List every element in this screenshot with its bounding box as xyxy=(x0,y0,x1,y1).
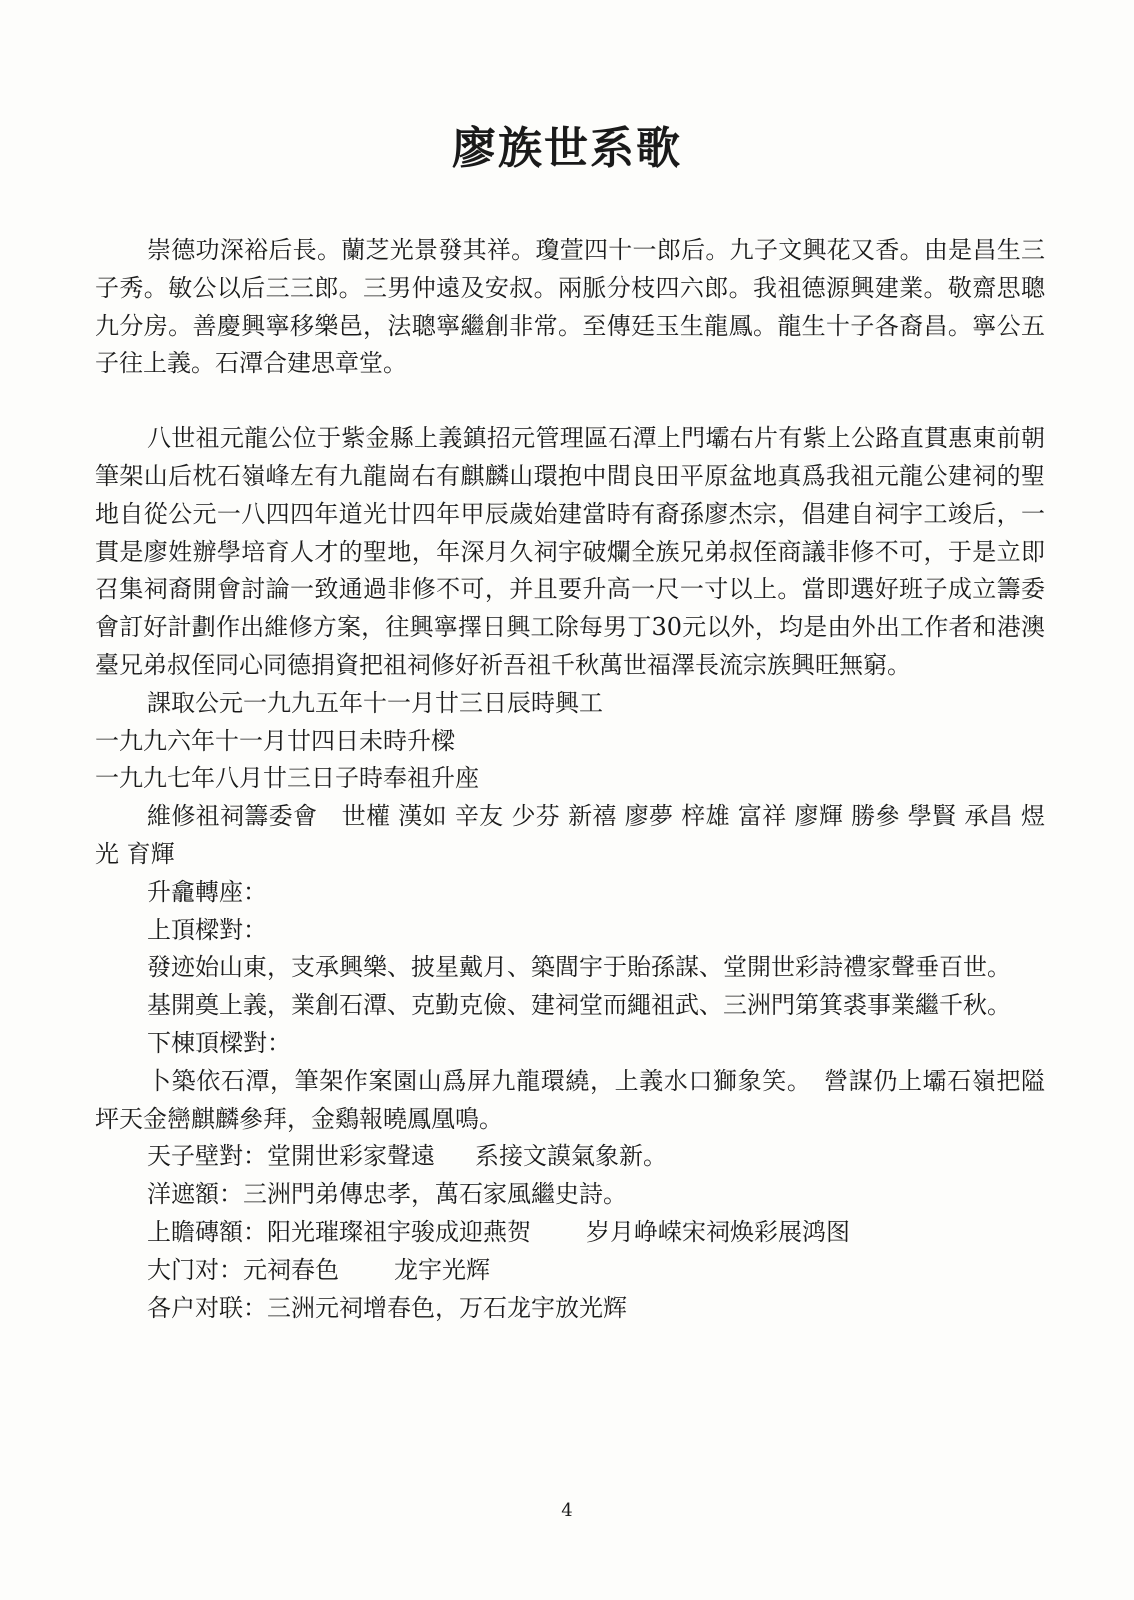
brick-inscription xyxy=(95,1214,1045,1252)
main-gate-couplet-left: 大门对：元祠春色 xyxy=(147,1255,339,1284)
page-title: 廖族世系歌 xyxy=(452,123,682,174)
wall-couplet-left: 天子壁對：堂開世彩家聲遠 xyxy=(147,1142,435,1171)
construction-start-date: 課取公元一九九五年十一月廿三日辰時興工 xyxy=(147,688,603,717)
lower-beam-couplet: 卜築依石潭，筆架作案園山爲屏九龍環繞，上義水口獅象笑。 營謀仍上壩石嶺把隘坪天金巒麒麟參拜，金鷄報曉鳳凰鳴。 xyxy=(95,1066,1045,1133)
poem-paragraph: 崇德功深裕后長。蘭芝光景發其祥。瓊萱四十一郎后。九子文興花又香。由是昌生三子秀。敏公以后三三郎。三男仲遠及安叔。兩脈分枝四六郎。我祖德源興建業。敬齋思聰九分房。善慶興寧移樂邑，法聰寧繼創非常。至傳廷玉生龍鳳。龍生十子各裔昌。寧公五子往上義。石潭合建思章堂。 xyxy=(95,236,1045,378)
main-gate-couplet xyxy=(95,1252,1045,1290)
household-couplet: 各户对联：三洲元祠增春色，万石龙宇放光辉 xyxy=(147,1293,627,1322)
forehead-inscription: 洋遮額：三洲門弟傳忠孝，萬石家風繼史詩。 xyxy=(147,1180,627,1209)
page-number: 4 xyxy=(561,1500,573,1521)
document-body xyxy=(95,232,1045,1327)
main-gate-couplet-right: 龙宇光辉 xyxy=(394,1255,490,1284)
brick-inscription-left: 上瞻磚額：阳光璀璨祖宇骏成迎燕贺 xyxy=(147,1217,531,1246)
upper-beam-couplet-1: 發迹始山東，支承興樂、披星戴月、築閭宇于貽孫謀、堂開世彩詩禮家聲垂百世。 xyxy=(147,953,1011,982)
upper-beam-couplet-2: 基開奠上義，業創石潭、克勤克儉、建祠堂而繩祖武、三洲門第箕裘事業繼千秋。 xyxy=(147,991,1011,1020)
beam-raising-date: 一九九六年十一月廿四日未時升樑 xyxy=(95,726,455,755)
section-heading-shrine: 升龕轉座： xyxy=(147,877,267,906)
brick-inscription-right: 岁月峥嵘宋祠焕彩展鸿图 xyxy=(586,1217,850,1246)
section-heading-lower-beam: 下棟頂樑對： xyxy=(147,1028,291,1057)
history-paragraph: 八世祖元龍公位于紫金縣上義鎮招元管理區石潭上門壩右片有紫上公路直貫惠東前朝筆架山后枕石嶺峰左有九龍崗右有麒麟山環抱中間良田平原盆地真爲我祖元龍公建祠的聖地自從公元一八四四年道光廿四年甲辰歲始建當時有裔孫廖杰宗，倡建自祠宇工竣后，一貫是廖姓辦學培育人才的聖地，年深月久祠宇破爛全族兄弟叔侄商議非修不可，于是立即召集祠裔開會討論一致通過非修不可，并且要升高一尺一寸以上。當即選好班子成立籌委會訂好計劃作出維修方案，往興寧擇日興工除每男丁30元以外，均是由外出工作者和港澳臺兄弟叔侄同心同德捐資把祖祠修好祈吾祖千秋萬世福澤長流宗族興旺無窮。 xyxy=(95,424,1045,679)
wall-couplet xyxy=(95,1138,1045,1176)
wall-couplet-right: 系接文謨氣象新。 xyxy=(475,1142,667,1171)
committee-members: 維修祖祠籌委會 世權 漢如 辛友 少芬 新禧 廖夢 梓雄 富祥 廖輝 勝參 學賢 承昌 煜光 育輝 xyxy=(95,802,1045,868)
ancestor-seating-date: 一九九七年八月廿三日子時奉祖升座 xyxy=(95,764,479,793)
section-heading-upper-beam: 上頂樑對： xyxy=(147,915,267,944)
